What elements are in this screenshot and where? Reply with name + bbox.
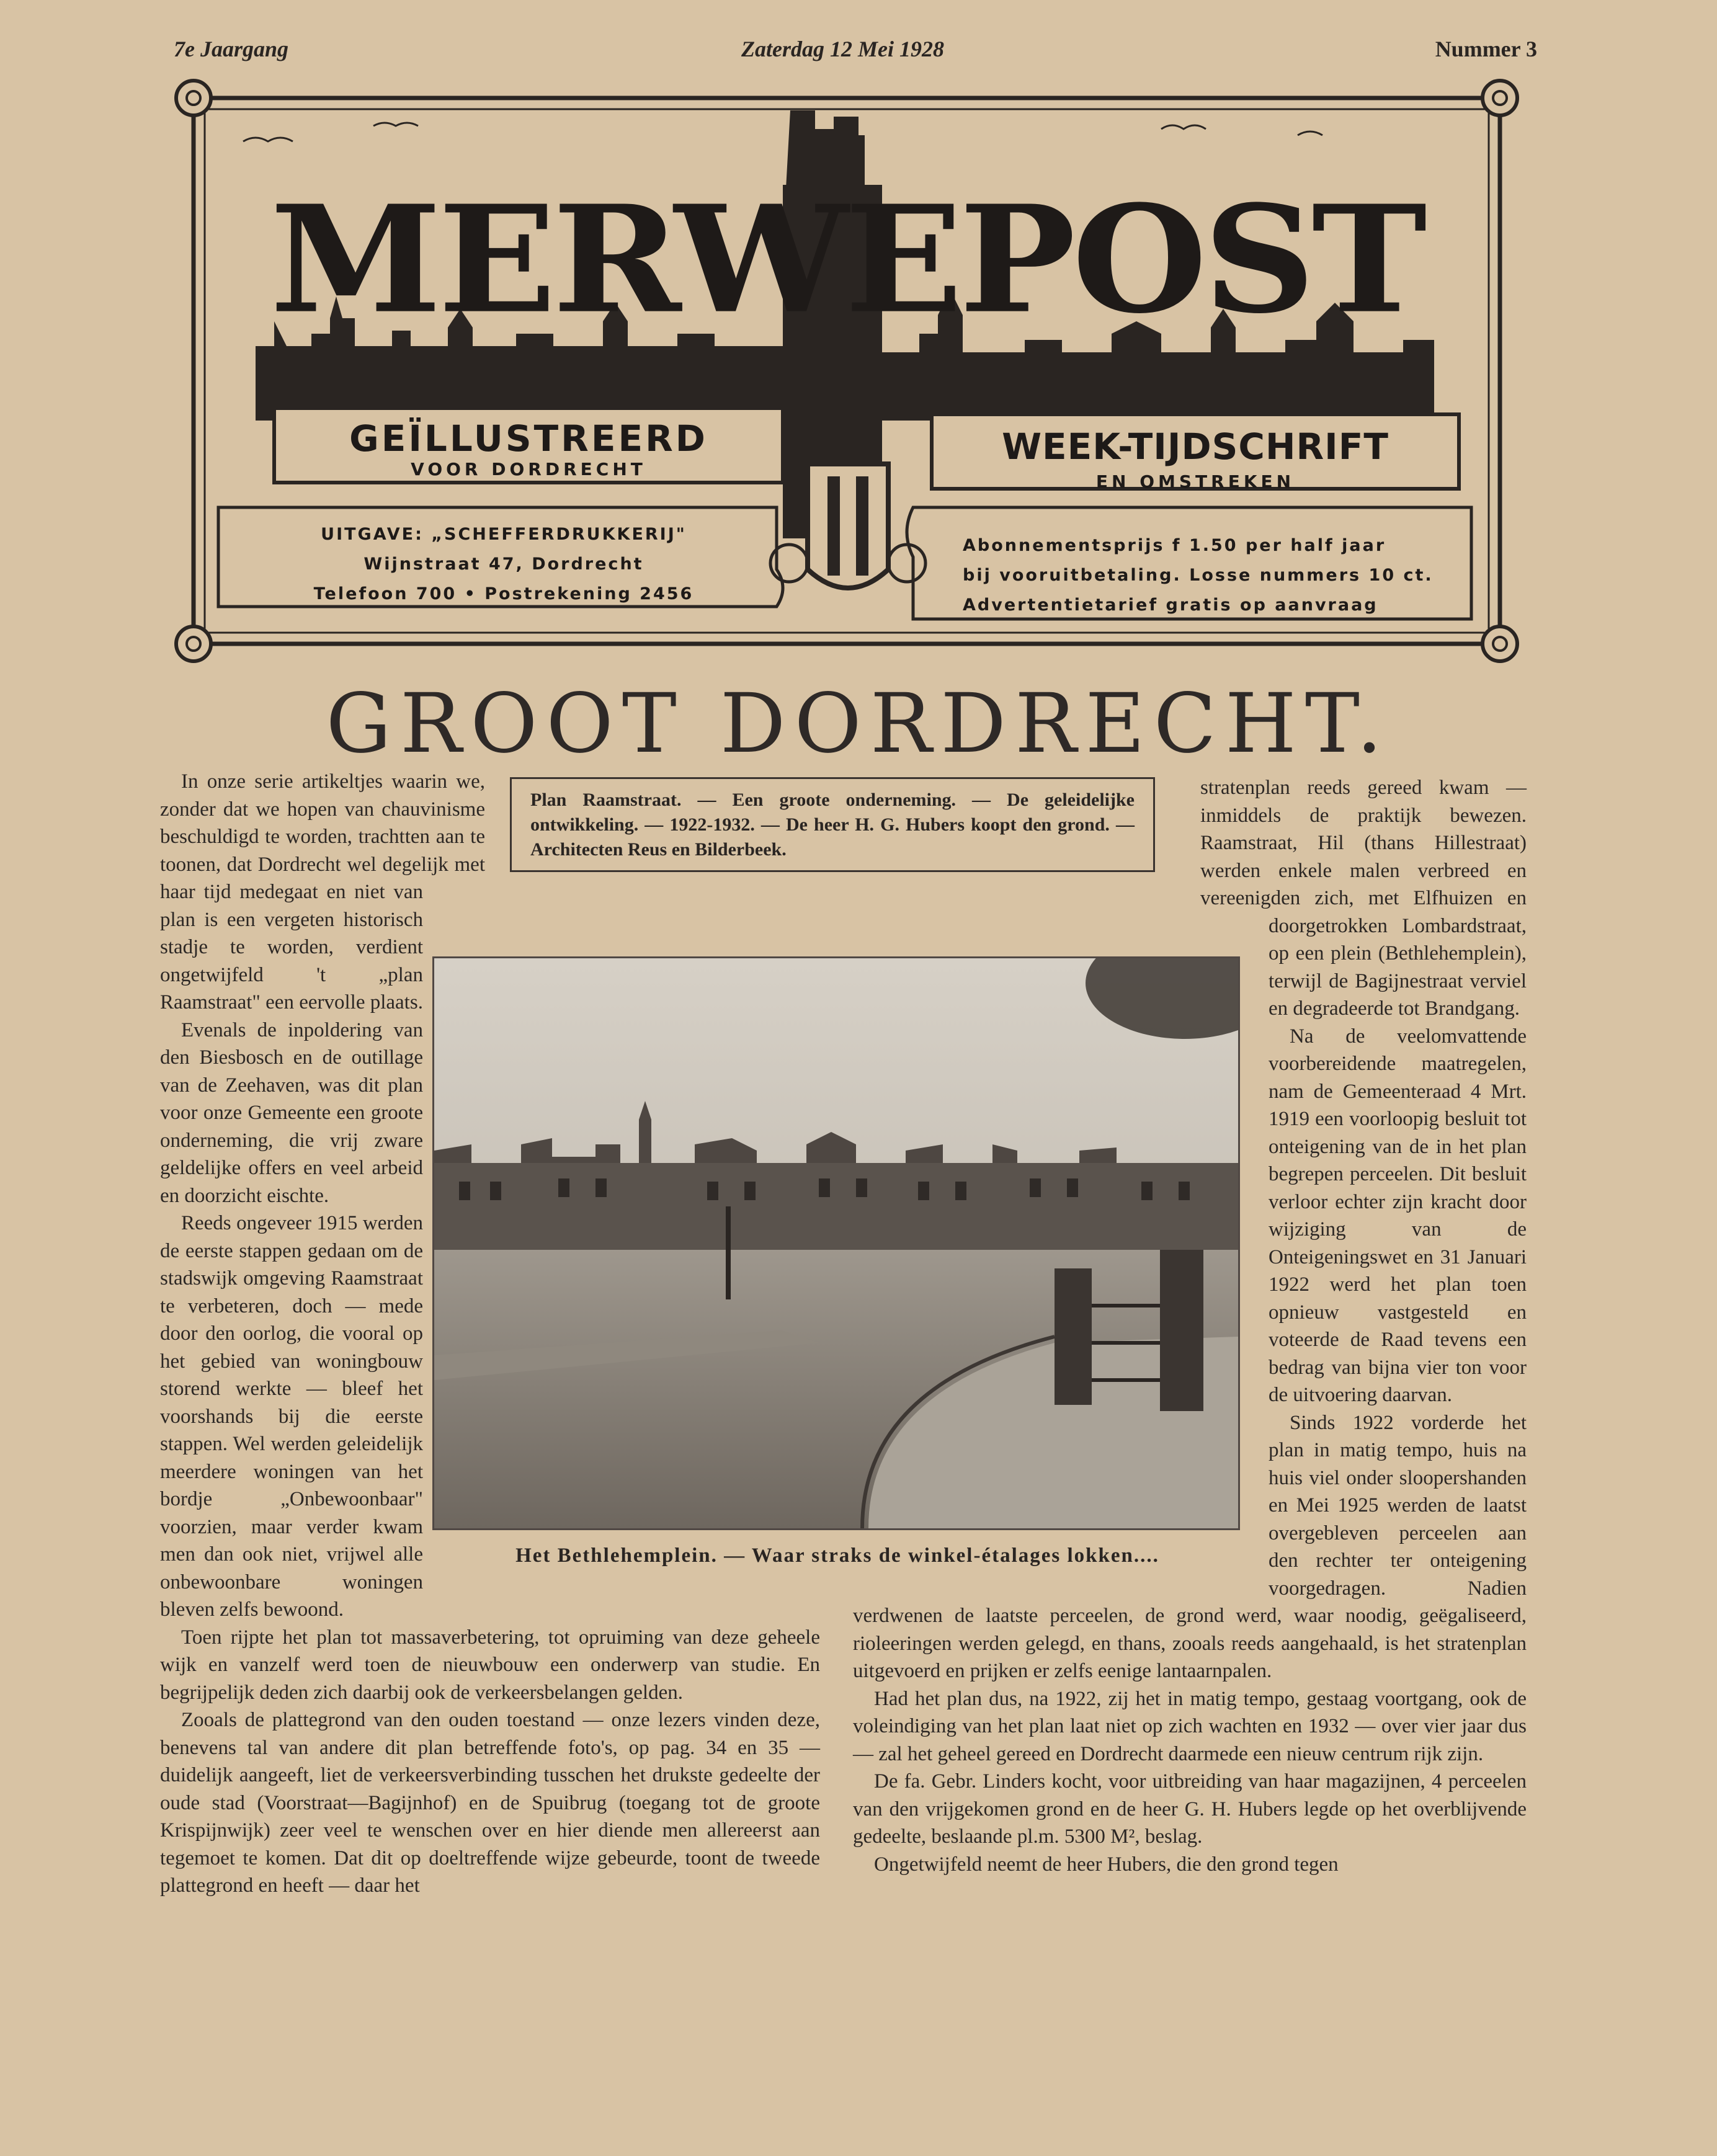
paragraph: Had het plan dus, na 1922, zij het in matig tempo, gestaag voortgang, ook de voleindiging van het plan laat niet op zich wachten en 1932 — over vier jaar dus — zal het geheel gereed en Dordrecht daarmede een nieuw centrum rijk zijn. (853, 1687, 1527, 1765)
paragraph: Toen rijpte het plan tot massaverbetering, tot opruiming van deze geheele wijk en vanzelf werd toen de nieuwbouw een onderwerp van studie. En begrijpelijk deden zich daarbij ook de verkeersbelangen gelden. (160, 1626, 820, 1704)
paragraph: Sinds 1922 vorderde het plan in matig tempo, huis na huis viel onder sloopershanden en Mei 1925 werden de laatst overgebleven perceelen aan den rechter ter onteigening voorgedragen. Nadien verdwenen de laatste perceelen, de grond werd, waar noodig, geëgaliseerd, rioleeringen werden gelegd, en thans, zooals reeds aangehaald, is het stratenplan uitgevoerd en prijken er zelfs eenige lantaarnpalen. (853, 1411, 1527, 1682)
photo-illustration (434, 958, 1238, 1528)
masthead-subtitle-left: GEÏLLUSTREERD (349, 417, 708, 460)
masthead (169, 73, 1525, 669)
publisher-line: Wijnstraat 47, Dordrecht (363, 555, 644, 574)
publisher-line: UITGAVE: „SCHEFFERDRUKKERIJ" (321, 525, 687, 544)
paragraph: Reeds ongeveer 1915 werden de eerste stappen gedaan om de stadswijk omgeving Raamstraat te verbeteren, doch — mede door den oorlog, die vooral op het gebied van woningbouw storend werkte — bleef het voorshands bij die eerste stappen. Wel werden geleidelijk meerdere woningen van het bordje „Onbewoonbaar" voorzien, maar verder kwam men dan ook niet, vrijwel alle onbewoonbare woningen bleven zelfs bewoond. (160, 1212, 423, 1621)
publisher-line: Telefoon 700 • Postrekening 2456 (313, 584, 694, 604)
issue-number: Nummer 3 (1435, 37, 1537, 61)
photo-bethlehemplein (432, 956, 1240, 1530)
subscription-line: bij vooruitbetaling. Losse nummers 10 ct. (963, 566, 1434, 585)
article-summary-box: Plan Raamstraat. — Een groote onderneming. — De geleidelijke ontwikkeling. — 1922-1932. — De heer H. G. Hubers koopt den grond. — Architecten Reus en Bilderbeek. (510, 777, 1155, 872)
paragraph: De fa. Gebr. Linders kocht, voor uitbreiding van haar magazijnen, 4 perceelen van den vrijgekomen grond en de heer G. H. Hubers legde op het overblijvende gedeelte, beslaande pl.m. 5300 M², beslag. (853, 1770, 1527, 1848)
paragraph: Ongetwijfeld neemt de heer Hubers, die den grond tegen (874, 1853, 1339, 1876)
paragraph: Zooals de plattegrond van den ouden toestand — onze lezers vinden deze, benevens tal van andere dit plan betreffende foto's, op pag. 34 en 35 — duidelijk aangeeft, liet de verkeersverbinding tusschen het drukste gedeelte der oude stad (Voorstraat—Bagijnhof) en de Spuibrug (toegang tot de groote Krispijnwijk) zeer veel te wenschen over en hier diende men allereerst aan tegemoet te komen. Dat dit op doeltreffende wijze gebeurde, toont de tweede plattegrond en heeft — daar het (160, 1709, 820, 1897)
paragraph: In onze serie artikeltjes waarin we, zonder dat we hopen van chauvinisme beschuldigd te worden, trachtten aan te toonen, dat Dordrecht wel degelijk met haar tijd medegaat en niet van plan is een vergeten historisch stadje te worden, verdient ongetwijfeld 't „plan Raamstraat" een eervolle plaats. (160, 770, 485, 1013)
masthead-title: MERWEPOST (270, 172, 1424, 346)
subscription-line: Abonnementsprijs f 1.50 per half jaar (963, 536, 1386, 555)
subscription-line: Advertentietarief gratis op aanvraag (963, 595, 1378, 615)
paragraph: Na de veelomvattende voorbereidende maatregelen, nam de Gemeenteraad 4 Mrt. 1919 een voorloopig besluit tot onteigening van de in het plan begrepen perceelen. Dit besluit verloor echter zijn kracht door wijziging van de Onteigeningswet en 31 Januari 1922 werd het plan toen opnieuw vastgesteld en voteerde de Raad tevens een bedrag van bijna vier ton voor de uitvoering daarvan. (1269, 1025, 1527, 1406)
issue-year: 7e Jaargang (174, 37, 289, 61)
photo-caption: Het Bethlehemplein. — Waar straks de winkel-étalages lokken.... (515, 1544, 1159, 1567)
masthead-subtitle-right: WEEK-TIJDSCHRIFT (1002, 425, 1389, 468)
masthead-subtitle-right-small: EN OMSTREKEN (1095, 471, 1295, 492)
paragraph: Evenals de inpoldering van den Biesbosch en de outillage van de Zeehaven, was dit plan voor onze Gemeente een groote onderneming, die vrij zware geldelijke offers en veel arbeid en doorzicht eischte. (160, 1018, 423, 1207)
paragraph: stratenplan reeds gereed kwam — inmiddels de praktijk bewezen. Raamstraat, Hil (thans Hillestraat) werden enkele malen verbreed en vereenigden zich, met Elfhuizen en doorgetrokken Lombardstraat, op een plein (Bethlehemplein), terwijl de Bagijnestraat verviel en degradeerde tot Brandgang. (1200, 777, 1527, 1020)
issue-date: Zaterdag 12 Mei 1928 (741, 37, 944, 61)
publisher-info (249, 520, 758, 609)
article-headline: GROOT DORDRECHT. (326, 676, 1391, 772)
subscription-info (963, 531, 1478, 620)
masthead-subtitle-left-small: VOOR DORDRECHT (411, 459, 646, 479)
